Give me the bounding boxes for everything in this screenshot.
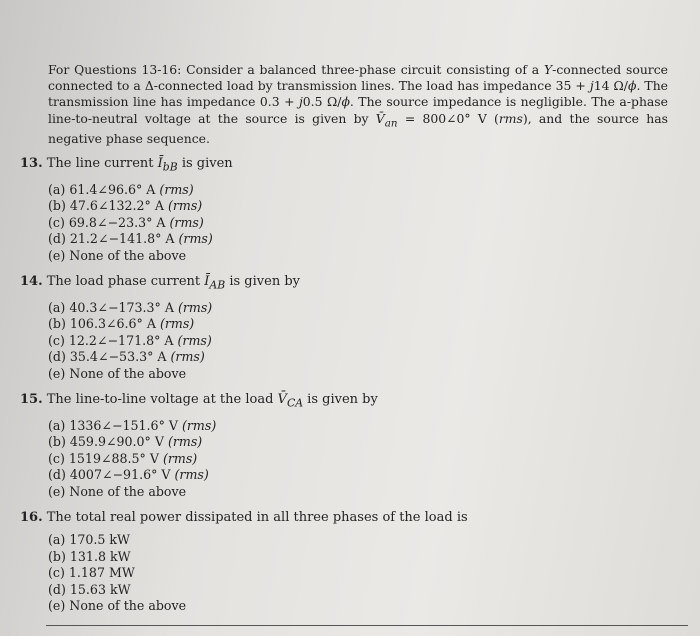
answer-options [48, 182, 660, 265]
option-value: 1.187 MW [68, 565, 135, 580]
option-label: (d) [48, 581, 66, 597]
option-value: None of the above [69, 598, 187, 613]
option-label: (e) [48, 365, 66, 381]
answer-option [48, 215, 660, 232]
option-label: (d) [48, 349, 66, 365]
option-label: (a) [48, 299, 66, 315]
option-label: (a) [48, 417, 66, 433]
question-number: 15. [20, 392, 43, 407]
intro-text: . The source impedance is negligible. The a-phase line-to-neutral voltage at the source is given by [48, 94, 669, 126]
option-value: 47.6∠132.2° A [69, 198, 164, 214]
answer-option [48, 418, 660, 435]
option-value: 170.5 kW [69, 532, 130, 547]
answer-options [48, 300, 660, 383]
intro-text: 14 Ω/ [593, 78, 628, 94]
question-13 [20, 155, 660, 264]
option-value: 1519∠88.5° V [68, 450, 159, 466]
question-text: The total real power dissipated in all three phases of the load is [46, 510, 468, 525]
answer-option [48, 565, 660, 582]
intro-text: -connected source connected to a Δ-connected load by transmission lines. The load has impedance 35 + [48, 62, 668, 94]
question-var-subscript: CA [286, 396, 304, 410]
option-unit: (rms) [167, 434, 203, 450]
option-value: 106.3∠6.6° A [69, 316, 156, 332]
question-text: The line-to-line voltage at the load [46, 392, 278, 407]
question-text: The line current [46, 156, 158, 171]
option-label: (c) [48, 565, 65, 580]
problem-intro [48, 62, 668, 147]
answer-option [48, 231, 660, 248]
question-var-subscript: bB [162, 160, 178, 174]
option-value: 40.3∠−173.3° A [69, 299, 174, 315]
question-16 [20, 509, 660, 615]
answer-option [48, 198, 660, 215]
option-unit: (rms) [178, 231, 213, 247]
intro-text: = 800∠0° V ( [397, 110, 499, 126]
option-unit: (rms) [177, 299, 213, 315]
question-text: is given by [225, 274, 300, 289]
option-label: (e) [48, 598, 66, 613]
option-label: (b) [48, 548, 66, 564]
question-text: is given by [303, 392, 378, 407]
option-value: 459.9∠90.0° V [69, 434, 164, 450]
intro-text: ), and the source has negative phase sequence. [48, 110, 668, 147]
answer-option [48, 366, 660, 383]
answer-option [48, 582, 660, 599]
answer-option [48, 349, 660, 366]
page-rule [46, 625, 688, 626]
answer-option [48, 300, 660, 317]
option-unit: (rms) [169, 214, 204, 230]
option-value: 35.4∠−53.3° A [69, 349, 167, 365]
answer-option [48, 333, 660, 350]
intro-text: For Questions 13-16: Consider a balanced three-phase circuit consisting of a [48, 62, 544, 77]
intro-var: Y [543, 62, 553, 77]
answer-option [48, 316, 660, 333]
option-label: (c) [48, 332, 65, 348]
intro-var: j [298, 94, 303, 110]
option-value: 131.8 kW [69, 548, 131, 564]
option-label: (c) [48, 214, 65, 230]
option-value: 4007∠−91.6° V [69, 467, 171, 483]
option-label: (d) [48, 467, 66, 483]
option-label: (e) [48, 483, 66, 499]
intro-var: j [589, 78, 594, 94]
answer-option [48, 182, 660, 199]
question-var-subscript: AB [209, 278, 226, 292]
question-stem [20, 509, 660, 526]
option-label: (b) [48, 198, 66, 214]
option-unit: (rms) [162, 450, 198, 466]
answer-option [48, 434, 660, 451]
question-number: 16. [20, 510, 43, 525]
question-14 [20, 273, 660, 382]
option-unit: (rms) [170, 349, 205, 365]
question-stem [20, 391, 660, 412]
option-value: 15.63 kW [69, 581, 131, 597]
option-value: None of the above [69, 247, 187, 263]
option-value: 12.2∠−171.8° A [68, 332, 174, 348]
option-label: (a) [48, 532, 66, 547]
option-unit: (rms) [174, 467, 209, 483]
intro-text: . The transmission line has impedance 0.3 + [48, 78, 669, 110]
option-label: (a) [48, 181, 66, 197]
answer-options [48, 418, 660, 501]
question-var: Ī [157, 156, 163, 171]
option-value: 69.8∠−23.3° A [68, 214, 166, 230]
option-label: (d) [48, 231, 66, 247]
answer-option [48, 598, 660, 615]
intro-var: ϕ [341, 94, 350, 110]
option-label: (c) [48, 450, 65, 466]
option-unit: (rms) [167, 198, 203, 214]
option-unit: (rms) [159, 181, 194, 197]
option-label: (b) [48, 434, 66, 450]
question-15 [20, 391, 660, 500]
answer-options [48, 532, 660, 615]
question-text: The load phase current [46, 274, 205, 289]
answer-option [48, 248, 660, 265]
intro-var: rms [498, 110, 523, 126]
option-value: None of the above [69, 483, 187, 499]
option-label: (b) [48, 316, 66, 332]
answer-option [48, 532, 660, 549]
option-label: (e) [48, 247, 66, 263]
question-stem [20, 155, 660, 176]
question-var: V̄ [277, 392, 287, 407]
intro-var: ϕ [627, 78, 637, 94]
question-number: 14. [20, 274, 43, 289]
option-unit: (rms) [159, 316, 195, 332]
intro-text: 0.5 Ω/ [302, 94, 342, 110]
option-unit: (rms) [181, 417, 217, 433]
answer-option [48, 467, 660, 484]
answer-option [48, 549, 660, 566]
question-var: Ī [204, 274, 210, 289]
intro-var-subscript: an [384, 117, 398, 130]
intro-var: V̄ [375, 110, 385, 126]
option-value: 1336∠−151.6° V [69, 417, 178, 433]
option-value: 21.2∠−141.8° A [69, 231, 175, 247]
option-unit: (rms) [177, 332, 212, 348]
question-text: is given [177, 156, 233, 171]
question-stem [20, 273, 660, 294]
question-number: 13. [20, 156, 43, 171]
option-value: None of the above [69, 365, 187, 381]
option-value: 61.4∠96.6° A [69, 181, 156, 197]
answer-option [48, 451, 660, 468]
answer-option [48, 484, 660, 501]
